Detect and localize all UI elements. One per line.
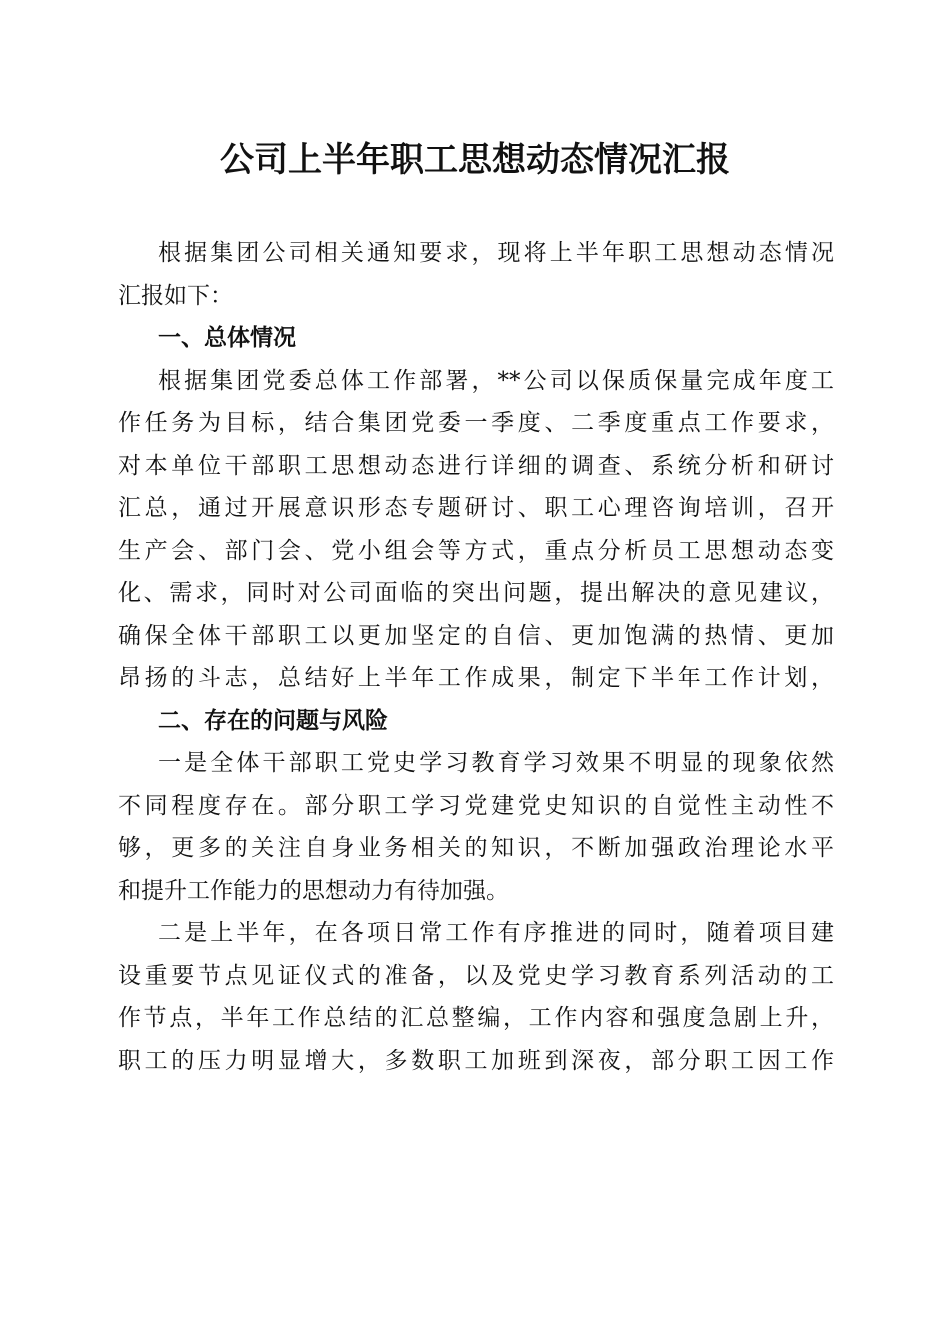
section1-line: 昂扬的斗志，总结好上半年工作成果，制定下半年工作计划， — [118, 665, 834, 691]
section2-para1-line: 不同程度存在。部分职工学习党建党史知识的自觉性主动性不 — [118, 792, 834, 819]
intro-line: 根据集团公司相关通知要求，现将上半年职工思想动态情况 — [158, 240, 834, 266]
section-heading-overview: 一、总体情况 — [158, 325, 296, 351]
document-body — [118, 232, 834, 1082]
section2-para2-line: 设重要节点见证仪式的准备，以及党史学习教育系列活动的工 — [118, 962, 834, 989]
section2-para2-line: 职工的压力明显增大，多数职工加班到深夜，部分职工因工作 — [118, 1047, 834, 1074]
section2-para1-line: 和提升工作能力的思想动力有待加强。 — [118, 877, 509, 904]
section2-para2-line: 作节点，半年工作总结的汇总整编，工作内容和强度急剧上升， — [118, 1005, 834, 1031]
section1-line: 根据集团党委总体工作部署，**公司以保质保量完成年度工 — [158, 367, 834, 394]
section2-para2-line: 二是上半年，在各项日常工作有序推进的同时，随着项目建 — [158, 920, 834, 946]
intro-line: 汇报如下： — [118, 282, 233, 309]
section1-line: 对本单位干部职工思想动态进行详细的调查、系统分析和研讨 — [118, 452, 834, 479]
document-title: 公司上半年职工思想动态情况汇报 — [220, 140, 730, 180]
section1-line: 汇总，通过开展意识形态专题研讨、职工心理咨询培训，召开 — [118, 495, 834, 521]
section1-line: 生产会、部门会、党小组会等方式，重点分析员工思想动态变 — [118, 537, 834, 564]
section2-para1-line: 够，更多的关注自身业务相关的知识，不断加强政治理论水平 — [118, 835, 834, 861]
section1-line: 确保全体干部职工以更加坚定的自信、更加饱满的热情、更加 — [118, 622, 834, 649]
section1-line: 化、需求，同时对公司面临的突出问题，提出解决的意见建议， — [118, 580, 834, 606]
section-heading-problems: 二、存在的问题与风险 — [158, 707, 388, 734]
section2-para1-line: 一是全体干部职工党史学习教育学习效果不明显的现象依然 — [158, 750, 834, 776]
section1-line: 作任务为目标，结合集团党委一季度、二季度重点工作要求， — [118, 410, 834, 436]
